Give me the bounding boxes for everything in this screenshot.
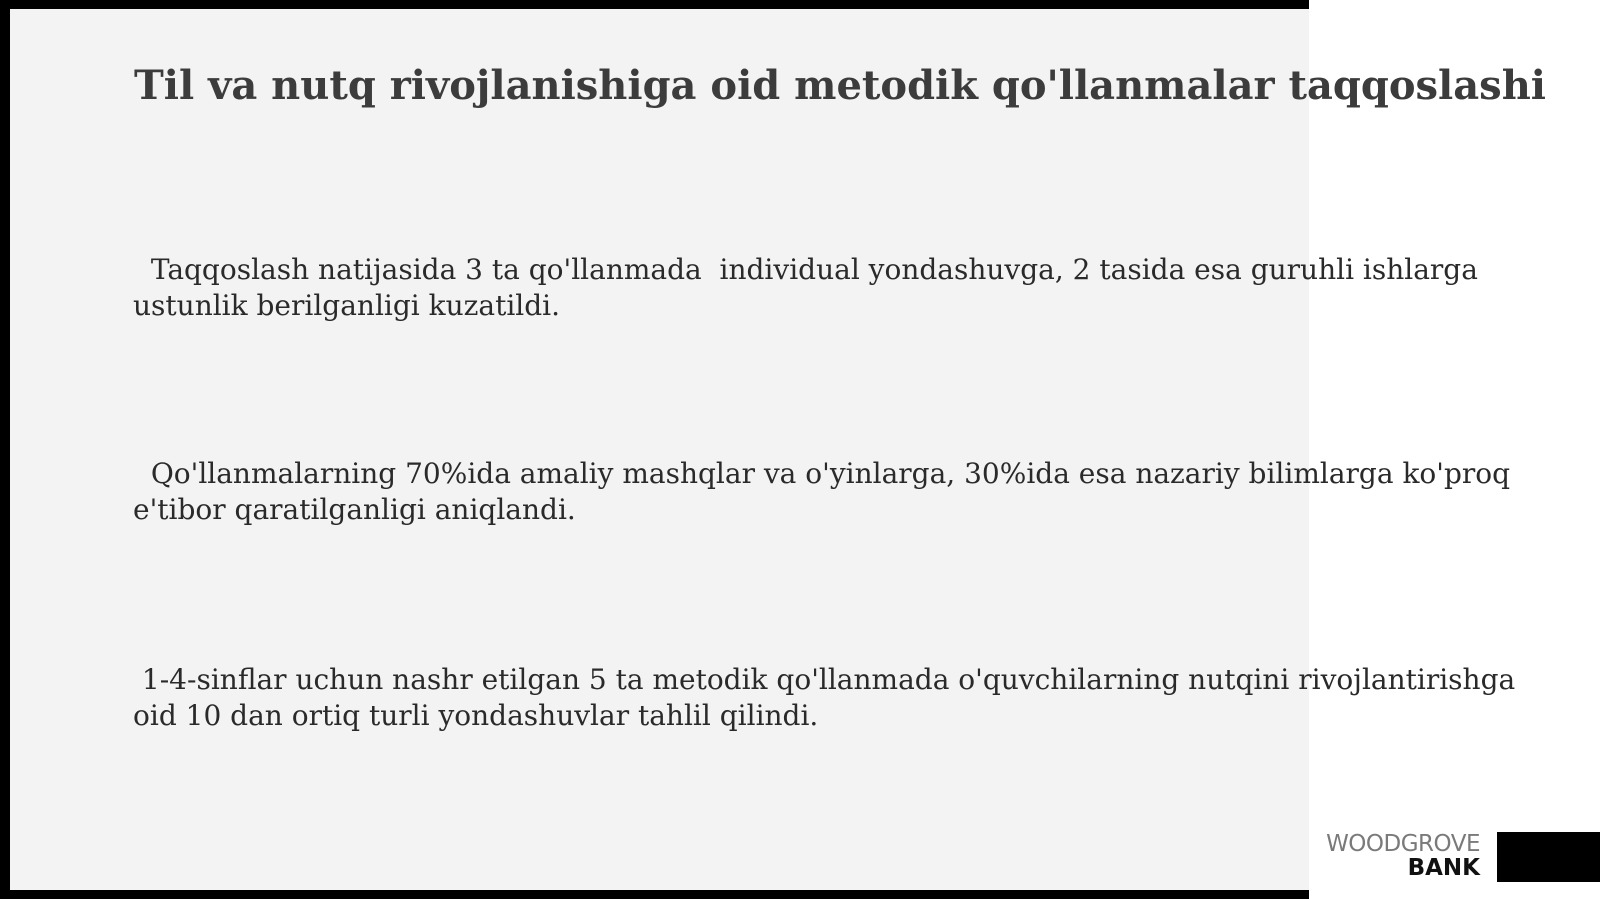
logo-line-2: BANK [1407, 855, 1480, 881]
woodgrove-bank-logo [1300, 832, 1480, 880]
slide [10, 9, 1309, 890]
right-panel [1309, 0, 1600, 899]
logo-black-block [1497, 832, 1600, 882]
logo-line-1: WOODGROVE [1326, 831, 1480, 857]
slide-title: Til va nutq rivojlanishiga oid metodik qo'llanmalar taqqoslashi [134, 62, 1546, 109]
paragraph-3: 1-4-sinflar uchun nashr etilgan 5 ta metodik qo'llanmada o'quvchilarning nutqini rivojlantirishga oid 10 dan ortiq turli yondashuvlar tahlil qilindi. [133, 663, 1525, 732]
paragraph-2: Qo'llanmalarning 70%ida amaliy mashqlar va o'yinlarga, 30%ida esa nazariy bilimlarga ko'proq e'tibor qaratilganligi aniqlandi. [133, 457, 1519, 526]
paragraph-1: Taqqoslash natijasida 3 ta qo'llanmada individual yondashuvga, 2 tasida esa guruhli ishlarga ustunlik berilganligi kuzatildi. [133, 253, 1487, 322]
